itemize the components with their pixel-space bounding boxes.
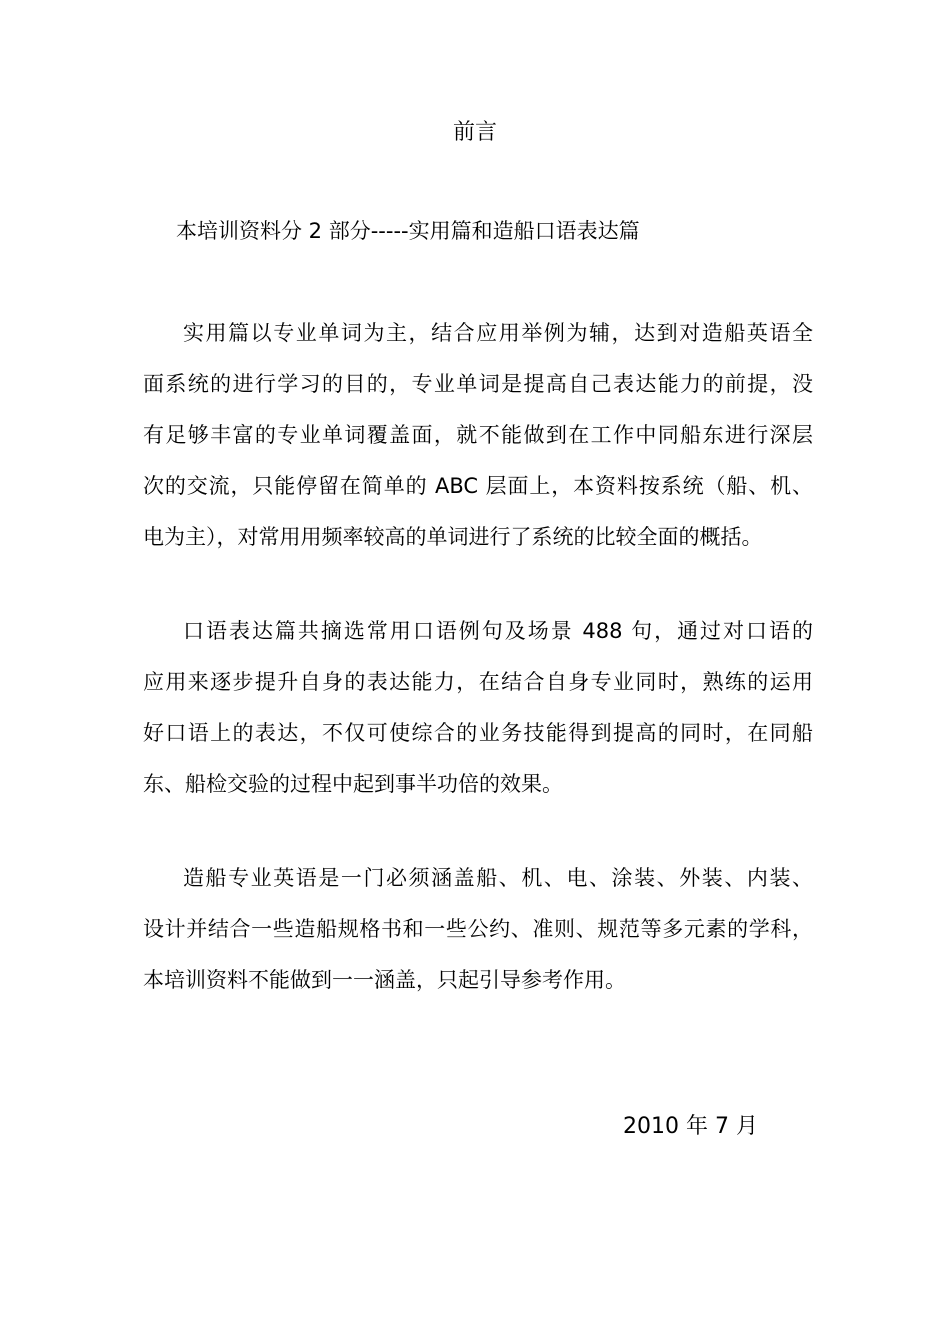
paragraph-line: 实用篇以专业单词为主，结合应用举例为辅，达到对造船英语全: [183, 321, 813, 345]
paragraph-line: 电为主），对常用用频率较高的单词进行了系统的比较全面的概括。: [143, 525, 763, 549]
paragraph-scope: [143, 853, 813, 1006]
document-date: 2010 年 7 月: [623, 1114, 758, 1139]
paragraph-line: 好口语上的表达，不仅可使综合的业务技能得到提高的同时，在同船: [143, 721, 813, 745]
paragraph-line: 应用来逐步提升自身的表达能力，在结合自身专业同时，熟练的运用: [143, 670, 813, 694]
paragraph-line: 本培训资料不能做到一一涵盖，只起引导参考作用。: [143, 968, 626, 992]
paragraph-line: 有足够丰富的专业单词覆盖面，就不能做到在工作中同船东进行深层: [143, 423, 813, 447]
paragraph-line: 设计并结合一些造船规格书和一些公约、准则、规范等多元素的学科，: [143, 917, 813, 941]
paragraph-line: 面系统的进行学习的目的，专业单词是提高自己表达能力的前提，没: [143, 372, 813, 396]
paragraph-practical: [143, 308, 813, 563]
intro-line: 本培训资料分 2 部分-----实用篇和造船口语表达篇: [176, 219, 640, 243]
paragraph-line: 口语表达篇共摘选常用口语例句及场景 488 句，通过对口语的: [183, 619, 813, 643]
paragraph-oral: [143, 606, 813, 810]
paragraph-line: 造船专业英语是一门必须涵盖船、机、电、涂装、外装、内装、: [183, 866, 813, 890]
paragraph-line: 次的交流，只能停留在简单的 ABC 层面上，本资料按系统（船、机、: [143, 474, 813, 498]
paragraph-line: 东、船检交验的过程中起到事半功倍的效果。: [143, 772, 563, 796]
document-title: 前言: [452, 120, 497, 145]
